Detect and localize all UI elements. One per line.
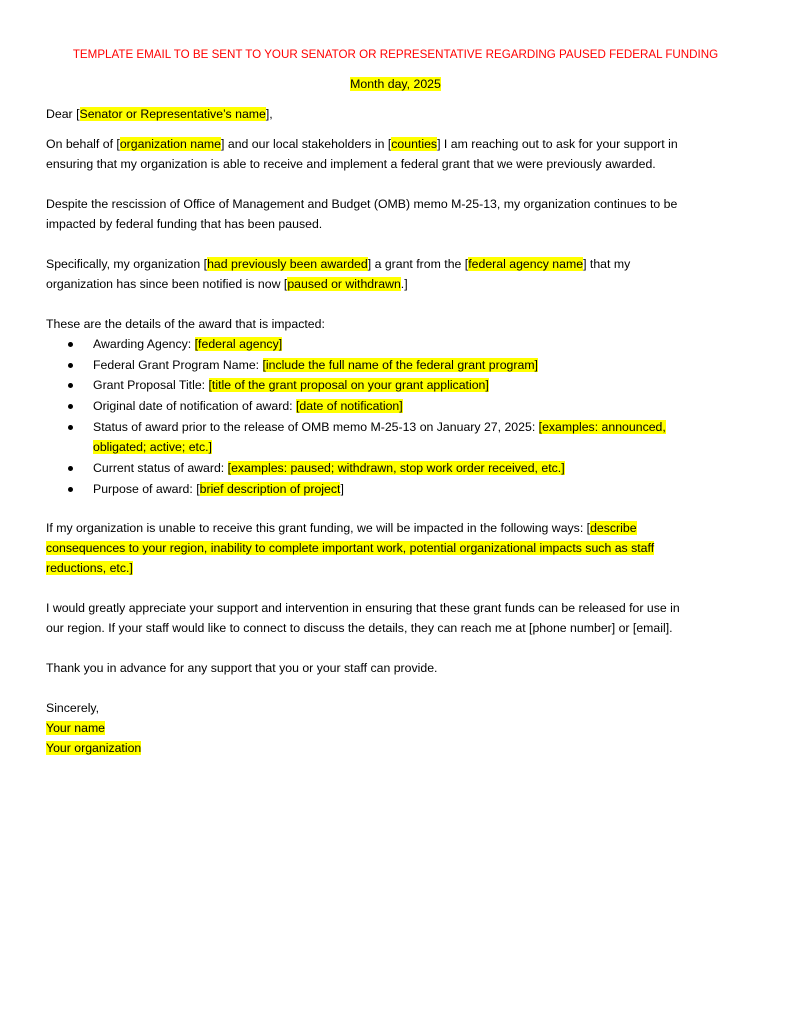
- paragraph-intro-line1: [46, 134, 746, 154]
- list-item-placeholder: [examples: paused; withdrawn, stop work order received, etc.]: [227, 461, 565, 475]
- paragraph-specifics-line1: [46, 254, 746, 274]
- organization-name-placeholder: organization name: [119, 137, 222, 151]
- paragraph-specifics: [46, 254, 746, 294]
- list-item-placeholder: [date of notification]: [296, 399, 403, 413]
- consequences-placeholder-line3: reductions, etc.]: [46, 561, 133, 575]
- consequences-placeholder: describe: [590, 521, 637, 535]
- paragraph-request-line1: I would greatly appreciate your support and intervention in ensuring that these grant funds can be released for use in: [46, 601, 680, 615]
- greeting-prefix: Dear [: [46, 107, 80, 121]
- letter-date: [0, 76, 791, 93]
- paused-or-withdrawn-placeholder: paused or withdrawn: [287, 277, 401, 291]
- paragraph-rescission: [46, 194, 746, 234]
- list-item-suffix: ]: [340, 482, 344, 496]
- paragraph-specifics-line2: [46, 274, 746, 294]
- list-item-placeholder: [federal agency]: [194, 337, 283, 351]
- consequences-placeholder-line2: consequences to your region, inability to complete important work, potential organizational impacts such as staff: [46, 541, 655, 555]
- text-segment: .]: [400, 277, 408, 291]
- list-item-placeholder: brief description of project: [199, 482, 341, 496]
- paragraph-impact: [46, 518, 746, 578]
- paragraph-request: [46, 598, 746, 638]
- text-segment: ] a grant from the [: [367, 257, 469, 271]
- signature-name: [46, 718, 746, 738]
- paragraph-impact-line1: [46, 518, 746, 538]
- list-item-label: Original date of notification of award:: [93, 399, 297, 413]
- paragraph-intro: [46, 134, 746, 174]
- text-segment: On behalf of [: [46, 137, 120, 151]
- recipient-name-placeholder: Senator or Representative’s name: [79, 107, 266, 121]
- greeting: [46, 104, 746, 124]
- signature-organization: [46, 738, 746, 758]
- paragraph-request-line2: our region. If your staff would like to connect to discuss the details, they can reach me at [phone number] or [email].: [46, 621, 673, 635]
- text-segment: ] I am reaching out to ask for your support in: [437, 137, 678, 151]
- counties-placeholder: counties: [391, 137, 438, 151]
- paragraph-rescission-line2: impacted by federal funding that has been paused.: [46, 217, 323, 231]
- list-item-label: Awarding Agency:: [93, 337, 195, 351]
- list-item-label: Purpose of award: [: [93, 482, 200, 496]
- signature-name-placeholder: Your name: [46, 721, 106, 735]
- details-intro: These are the details of the award that is impacted:: [46, 317, 325, 331]
- paragraph-intro-line2: ensuring that my organization is able to receive and implement a federal grant that we were previously awarded.: [46, 157, 656, 171]
- list-item-placeholder-continued: obligated; active; etc.]: [93, 440, 212, 454]
- list-item-label: Grant Proposal Title:: [93, 378, 209, 392]
- text-segment: organization has since been notified is now [: [46, 277, 288, 291]
- award-status-placeholder: had previously been awarded: [207, 257, 368, 271]
- text-segment: ] that my: [583, 257, 631, 271]
- document-title: TEMPLATE EMAIL TO BE SENT TO YOUR SENATOR OR REPRESENTATIVE REGARDING PAUSED FEDERAL FUNDING: [72, 48, 719, 61]
- text-segment: Specifically, my organization [: [46, 257, 208, 271]
- list-item-label: Current status of award:: [93, 461, 228, 475]
- date-placeholder: Month day, 2025: [350, 77, 441, 91]
- greeting-suffix: ],: [265, 107, 273, 121]
- paragraph-thanks: Thank you in advance for any support that you or your staff can provide.: [46, 661, 438, 675]
- list-item-placeholder: [title of the grant proposal on your grant application]: [208, 378, 489, 392]
- federal-agency-name-placeholder: federal agency name: [468, 257, 584, 271]
- list-item-placeholder: [examples: announced,: [538, 420, 666, 434]
- closing: Sincerely,: [46, 701, 100, 715]
- text-segment: If my organization is unable to receive this grant funding, we will be impacted in the following ways: [: [46, 521, 591, 535]
- signature-organization-placeholder: Your organization: [46, 741, 142, 755]
- list-item-placeholder: [include the full name of the federal grant program]: [262, 358, 538, 372]
- text-segment: ] and our local stakeholders in [: [221, 137, 392, 151]
- list-item-label: Status of award prior to the release of OMB memo M-25-13 on January 27, 2025:: [93, 420, 539, 434]
- list-item-label: Federal Grant Program Name:: [93, 358, 263, 372]
- paragraph-rescission-line1: Despite the rescission of Office of Management and Budget (OMB) memo M-25-13, my organization continues to be: [46, 197, 678, 211]
